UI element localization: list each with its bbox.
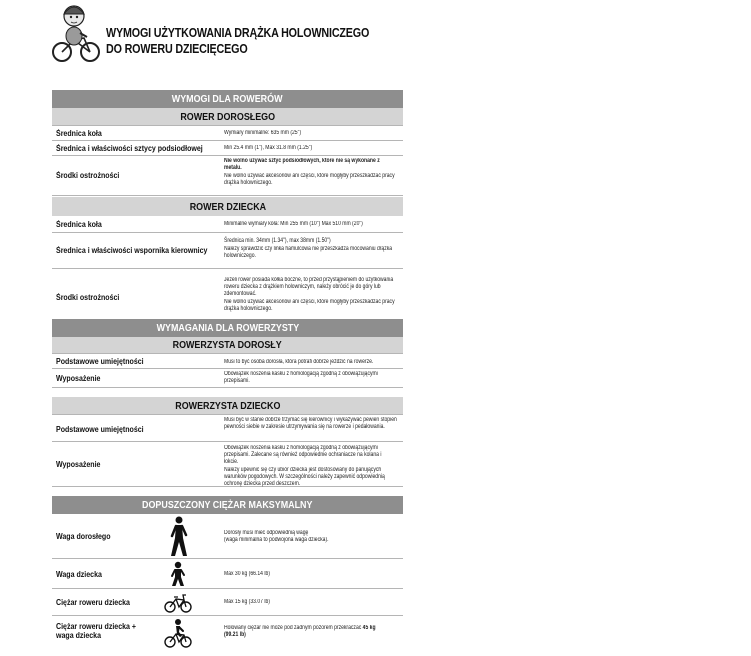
row-label: Średnica koła (56, 220, 102, 229)
row-label: Waga dziecka (56, 570, 102, 579)
row-label: Wyposażenie (56, 460, 101, 469)
table-row (52, 589, 403, 616)
table-row (52, 353, 403, 369)
row-note: Należy sprawdzić czy linka hamulcowa nie przeszkadza mocowaniu drążka holowniczego. (224, 246, 393, 259)
child-bike-icon (164, 592, 192, 613)
table-row (52, 216, 403, 233)
row-value: Obowiązek noszenia kasku z homologacją zgodną z obowiązującymi przepisami. Zalecane są również odpowiednie ochraniacze na kolana i łokcie. (224, 445, 382, 465)
row-label: Średnica i właściwości sztycy podsiodłowej (56, 144, 203, 153)
table-row (52, 442, 403, 487)
row-label: Ciężar roweru dziecka + waga dziecka (56, 622, 137, 640)
child-cyclist-logo (50, 0, 106, 66)
bike-requirements-header: WYMOGI DLA ROWERÓW (52, 90, 403, 108)
row-label: Ciężar roweru dziecka (56, 598, 130, 607)
child-bike-header: ROWER DZIECKA (52, 197, 403, 216)
rider-requirements-header: WYMAGANIA DLA ROWERZYSTY (52, 319, 403, 337)
row-label: Waga dorosłego (56, 532, 111, 541)
table-row (52, 514, 403, 559)
adult-walking-icon (167, 516, 191, 558)
row-label: Środki ostrożności (56, 171, 120, 180)
row-note: Należy upewnić się czy ubiór dziecka jest dostosowany do panujących warunków pogodowych. W szczególności należy zapewnić odpowiednią ochronę dziecka przed deszczem. (224, 467, 385, 487)
row-value: Musi być w stanie dobrze trzymać się kierownicy i wykazywać pewien stopień pewności siebie w zakresie utrzymywania się na rowerze i pedałowania. (224, 417, 397, 430)
table-row (52, 125, 403, 141)
table-row (52, 233, 403, 269)
row-value: Dorosły musi mieć odpowiednią wagę (224, 530, 309, 536)
row-label: Średnica i właściwości wspornika kierownicy (56, 246, 208, 255)
table-row (52, 369, 403, 388)
row-value: Max 30 kg (66.14 lb) (224, 571, 270, 577)
document-title-line1: WYMOGI UŻYTKOWANIA DRĄŻKA HOLOWNICZEGO (106, 26, 370, 40)
adult-bike-header: ROWER DOROSŁEGO (52, 108, 403, 125)
child-rider-header: ROWERZYSTA DZIECKO (52, 397, 403, 414)
row-warning: Nie wolno używać sztyc podsiodłowych, które nie są wykonane z metalu. (224, 158, 380, 171)
row-value: Max 15 kg (33.07 lb) (224, 599, 270, 605)
row-value: Nie wolno używać akcesoriów ani części, które mogłyby przeszkadzać pracy drążka holowniczego. (224, 173, 395, 186)
max-weight-kg: 45 kg (362, 625, 376, 631)
table-row (52, 156, 403, 196)
table-row (52, 269, 403, 319)
row-value: Minimalne wymiary koła: Min 255 mm (10") Max 510 mm (20") (224, 221, 363, 227)
row-label: Wyposażenie (56, 374, 101, 383)
row-label: Podstawowe umiejętności (56, 357, 144, 366)
row-value: Średnica min. 34mm (1.34"), max 38mm (1.50") (224, 238, 331, 244)
table-row (52, 616, 403, 650)
child-on-bike-icon (164, 618, 192, 649)
table-row (52, 559, 403, 589)
row-value: Musi to być osoba dorosła, która potrafi dobrze jeździć na rowerze. (224, 359, 374, 365)
row-label: Środki ostrożności (56, 293, 120, 302)
row-value: Jeżeli rower posiada kółka boczne, to przed przystąpieniem do użytkowania roweru dziecka z drążkiem holowniczym, należy obrócić je do góry lub zdemontować. (224, 277, 394, 297)
row-label: Podstawowe umiejętności (56, 425, 144, 434)
row-note: (waga minimalna to podwojona waga dziecka). (224, 537, 329, 543)
table-row (52, 414, 403, 442)
adult-rider-header: ROWERZYSTA DOROSŁY (52, 337, 403, 353)
document-title-line2: DO ROWERU DZIECIĘCEGO (106, 42, 248, 56)
max-weight-lb: (99.21 lb) (224, 632, 246, 638)
row-value: Obowiązek noszenia kasku z homologacją zgodną z obowiązującymi przepisami. (224, 371, 378, 384)
row-note: Nie wolno używać akcesoriów ani części, które mogłyby przeszkadzać pracy drążka holowniczego. (224, 299, 395, 312)
max-weight-header: DOPUSZCZONY CIĘŻAR MAKSYMALNY (52, 496, 403, 514)
row-value: Wymiary minimalne: 635 mm (25") (224, 130, 302, 136)
row-value: Holowany ciężar nie może pod żadnym pozorem przekraczać 45 kg (99.21 lb) (224, 625, 376, 638)
child-walking-icon (169, 561, 187, 588)
row-value: Min 25.4 mm (1"), Max 31.8 mm (1.25") (224, 145, 313, 151)
table-row (52, 141, 403, 156)
row-label: Średnica koła (56, 129, 102, 138)
